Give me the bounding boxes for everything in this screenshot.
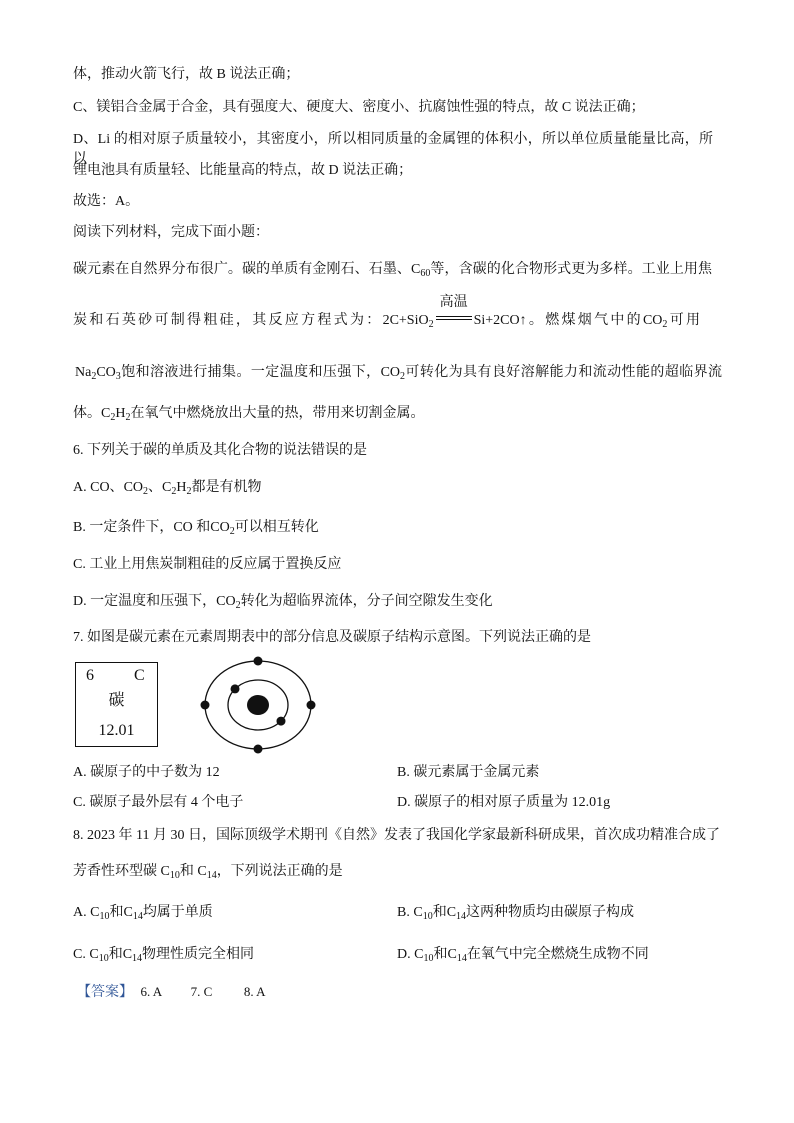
text-run: A. CO、 [73,480,124,495]
text-run: 7. 如图是碳元素在元素周期表中的部分信息及碳原子结构示意图。下列说法正确的是 [73,630,591,645]
solution-conclusion [73,192,139,212]
text-run: 和 [108,947,123,962]
text-run: 和 [432,905,447,920]
element-name: 碳 [108,692,125,709]
question-6-stem [73,441,367,461]
subscript: 2 [125,412,131,423]
text-run: 可以相互转化 [234,520,319,535]
subscript: 2 [171,486,177,497]
periodic-table-cell [75,662,158,747]
text-run: C. 工业上用焦炭制粗硅的反应属于置换反应 [73,557,342,572]
text-run: 锂电池具有质量轻、比能量高的特点，故 D 说法正确； [73,163,413,178]
text-run: C [90,905,100,920]
text-run: 碳元素在自然界分布很广。碳的单质有金刚石、石墨、C [73,262,421,277]
solution-line [73,161,412,181]
text-run: 炭和石英砂可制得粗硅，其反应方程式为： [73,313,383,328]
subscript: 14 [456,911,467,922]
question-6-option-c [73,555,341,575]
electron [307,701,316,710]
text-run: D. [397,947,415,962]
text-run: 可转化为具有良好溶解能力和流动性能的超临界流 [405,365,723,380]
text-run: 、 [148,480,163,495]
subscript: 10 [423,953,434,964]
subscript: 10 [169,870,180,881]
text-run: 可用 [667,313,701,328]
text-run: 和 [109,905,124,920]
electron [254,657,263,666]
subscript: 2 [229,526,235,537]
text-run: C [160,864,170,879]
electron [254,745,263,754]
electron [276,717,285,726]
text-run: 在氧气中燃烧放出大量的热，带用来切割金属。 [130,406,425,421]
subscript: 14 [132,953,143,964]
text-run: C [414,947,424,962]
question-7-option-b: B. 碳元素属于金属元素 [397,765,540,780]
text-run: 和 [433,947,448,962]
question-8-option-c [73,945,254,965]
material-line [73,404,424,424]
subscript: 2 [143,486,149,497]
reaction-condition: 高温 [439,295,468,310]
text-run: 在氧气中完全燃烧生成物不同 [466,947,649,962]
text-run: 均属于单质 [142,905,213,920]
nucleus [247,695,269,715]
text-run: CO [642,313,663,328]
text-run: CO [216,594,236,609]
question-8-option-b [397,903,634,923]
question-7-option-a: A. 碳原子的中子数为 12 [73,765,220,780]
material-line-equation [73,295,701,331]
element-symbol: C [134,667,145,684]
question-7-option-d: D. 碳原子的相对原子质量为 12.01g [397,795,611,810]
text-run: 2C+SiO [382,313,429,328]
answer-q7: 7. C [190,984,213,999]
subscript: 2 [91,371,97,382]
solution-line [73,65,299,85]
question-8-option-d [397,945,649,965]
electron [231,684,240,693]
material-line [75,363,722,383]
question-7-option-c: C. 碳原子最外层有 4 个电子 [73,795,244,810]
text-run: C [122,947,133,962]
text-run: C. [73,947,90,962]
subscript: 14 [206,870,217,881]
text-run: A. [73,905,91,920]
solution-line [73,98,645,118]
text-run: 这两种物质均由碳原子构成 [466,905,635,920]
text-run: 阅读下列材料，完成下面小题： [73,225,269,240]
text-run: CO [380,365,401,380]
text-run: 转化为超临界流体，分子间空隙发生变化 [240,594,493,609]
subscript: 10 [422,911,433,922]
text-run: C、镁铝合金属于合金，具有强度大、硬度大、密度小、抗腐蚀性强的特点，故 C 说法正确； [73,100,645,115]
subscript: 10 [98,953,109,964]
text-run: B. [397,905,414,920]
text-run: CO [96,365,116,380]
double-line [436,316,472,320]
text-run: C [197,864,207,879]
question-6-option-d [73,592,493,612]
text-run: H [176,480,187,495]
text-run: C [446,905,457,920]
text-run: 故选：A。 [73,194,140,209]
material-intro [73,223,269,243]
electron [201,701,210,710]
text-run: 都是有机物 [191,480,262,495]
text-run: Si+2CO↑ [473,313,527,328]
text-run: C [101,406,111,421]
text-run: 体，推动火箭飞行，故 B 说法正确； [73,67,300,82]
text-run: 芳香性环型碳 [73,864,161,879]
answer-label: 【答案】 [77,985,133,1000]
question-8-option-a [73,903,213,923]
atomic-number: 6 [86,667,94,684]
text-run: 8. 2023 年 11 月 30 日，国际顶级学术期刊《自然》发表了我国化学家最新科研成果，首次成功精准合成了 [73,828,720,843]
answer-q8: 8. A [243,984,266,999]
question-8-stem [73,826,720,846]
subscript: 2 [186,486,192,497]
subscript: 2 [110,412,116,423]
text-run: 。燃煤烟气中的 [526,313,643,328]
text-run: Na [75,365,92,380]
text-run: D、Li 的相对原子质量较小，其密度小，所以相同质量的金属锂的体积小，所以单位质量能量比高，所以 [73,132,713,167]
subscript: 10 [99,911,110,922]
text-run: B. 一定条件下，CO 和 [73,520,211,535]
question-6-option-b [73,518,319,538]
subscript: 3 [115,371,121,382]
text-run: D. 一定温度和压强下， [73,594,217,609]
question-8-stem [73,862,343,882]
text-run: CO [123,480,144,495]
subscript: 14 [132,911,143,922]
subscript: 2 [662,319,668,330]
text-run: C [413,905,423,920]
relative-atomic-mass: 12.01 [98,722,135,739]
subscript: 60 [420,268,431,279]
answer-q6: 6. A [140,984,163,999]
reaction-equals-sign [436,295,472,324]
text-run: 体。 [73,406,101,421]
question-6-option-a [73,478,261,498]
subscript: 14 [456,953,467,964]
subscript: 2 [400,371,406,382]
subscript: 2 [428,319,434,330]
text-run: H [115,406,126,421]
text-run: ，下列说法正确的是 [216,864,343,879]
text-run: C [89,947,99,962]
question-7-stem [73,628,591,648]
text-run: 和 [179,864,198,879]
text-run: 饱和溶液进行捕集。一定温度和压强下， [120,365,381,380]
text-run: C [162,480,172,495]
answer-line [77,982,266,1003]
text-run: 6. 下列关于碳的单质及其化合物的说法错误的是 [73,443,367,458]
atom-structure-diagram [190,650,330,760]
text-run: 物理性质完全相同 [142,947,255,962]
text-run: C [123,905,133,920]
text-run: CO [210,520,230,535]
material-line [73,260,712,280]
text-run: 等，含碳的化合物形式更为多样。工业上用焦 [430,262,713,277]
subscript: 2 [235,600,241,611]
text-run: C [447,947,457,962]
